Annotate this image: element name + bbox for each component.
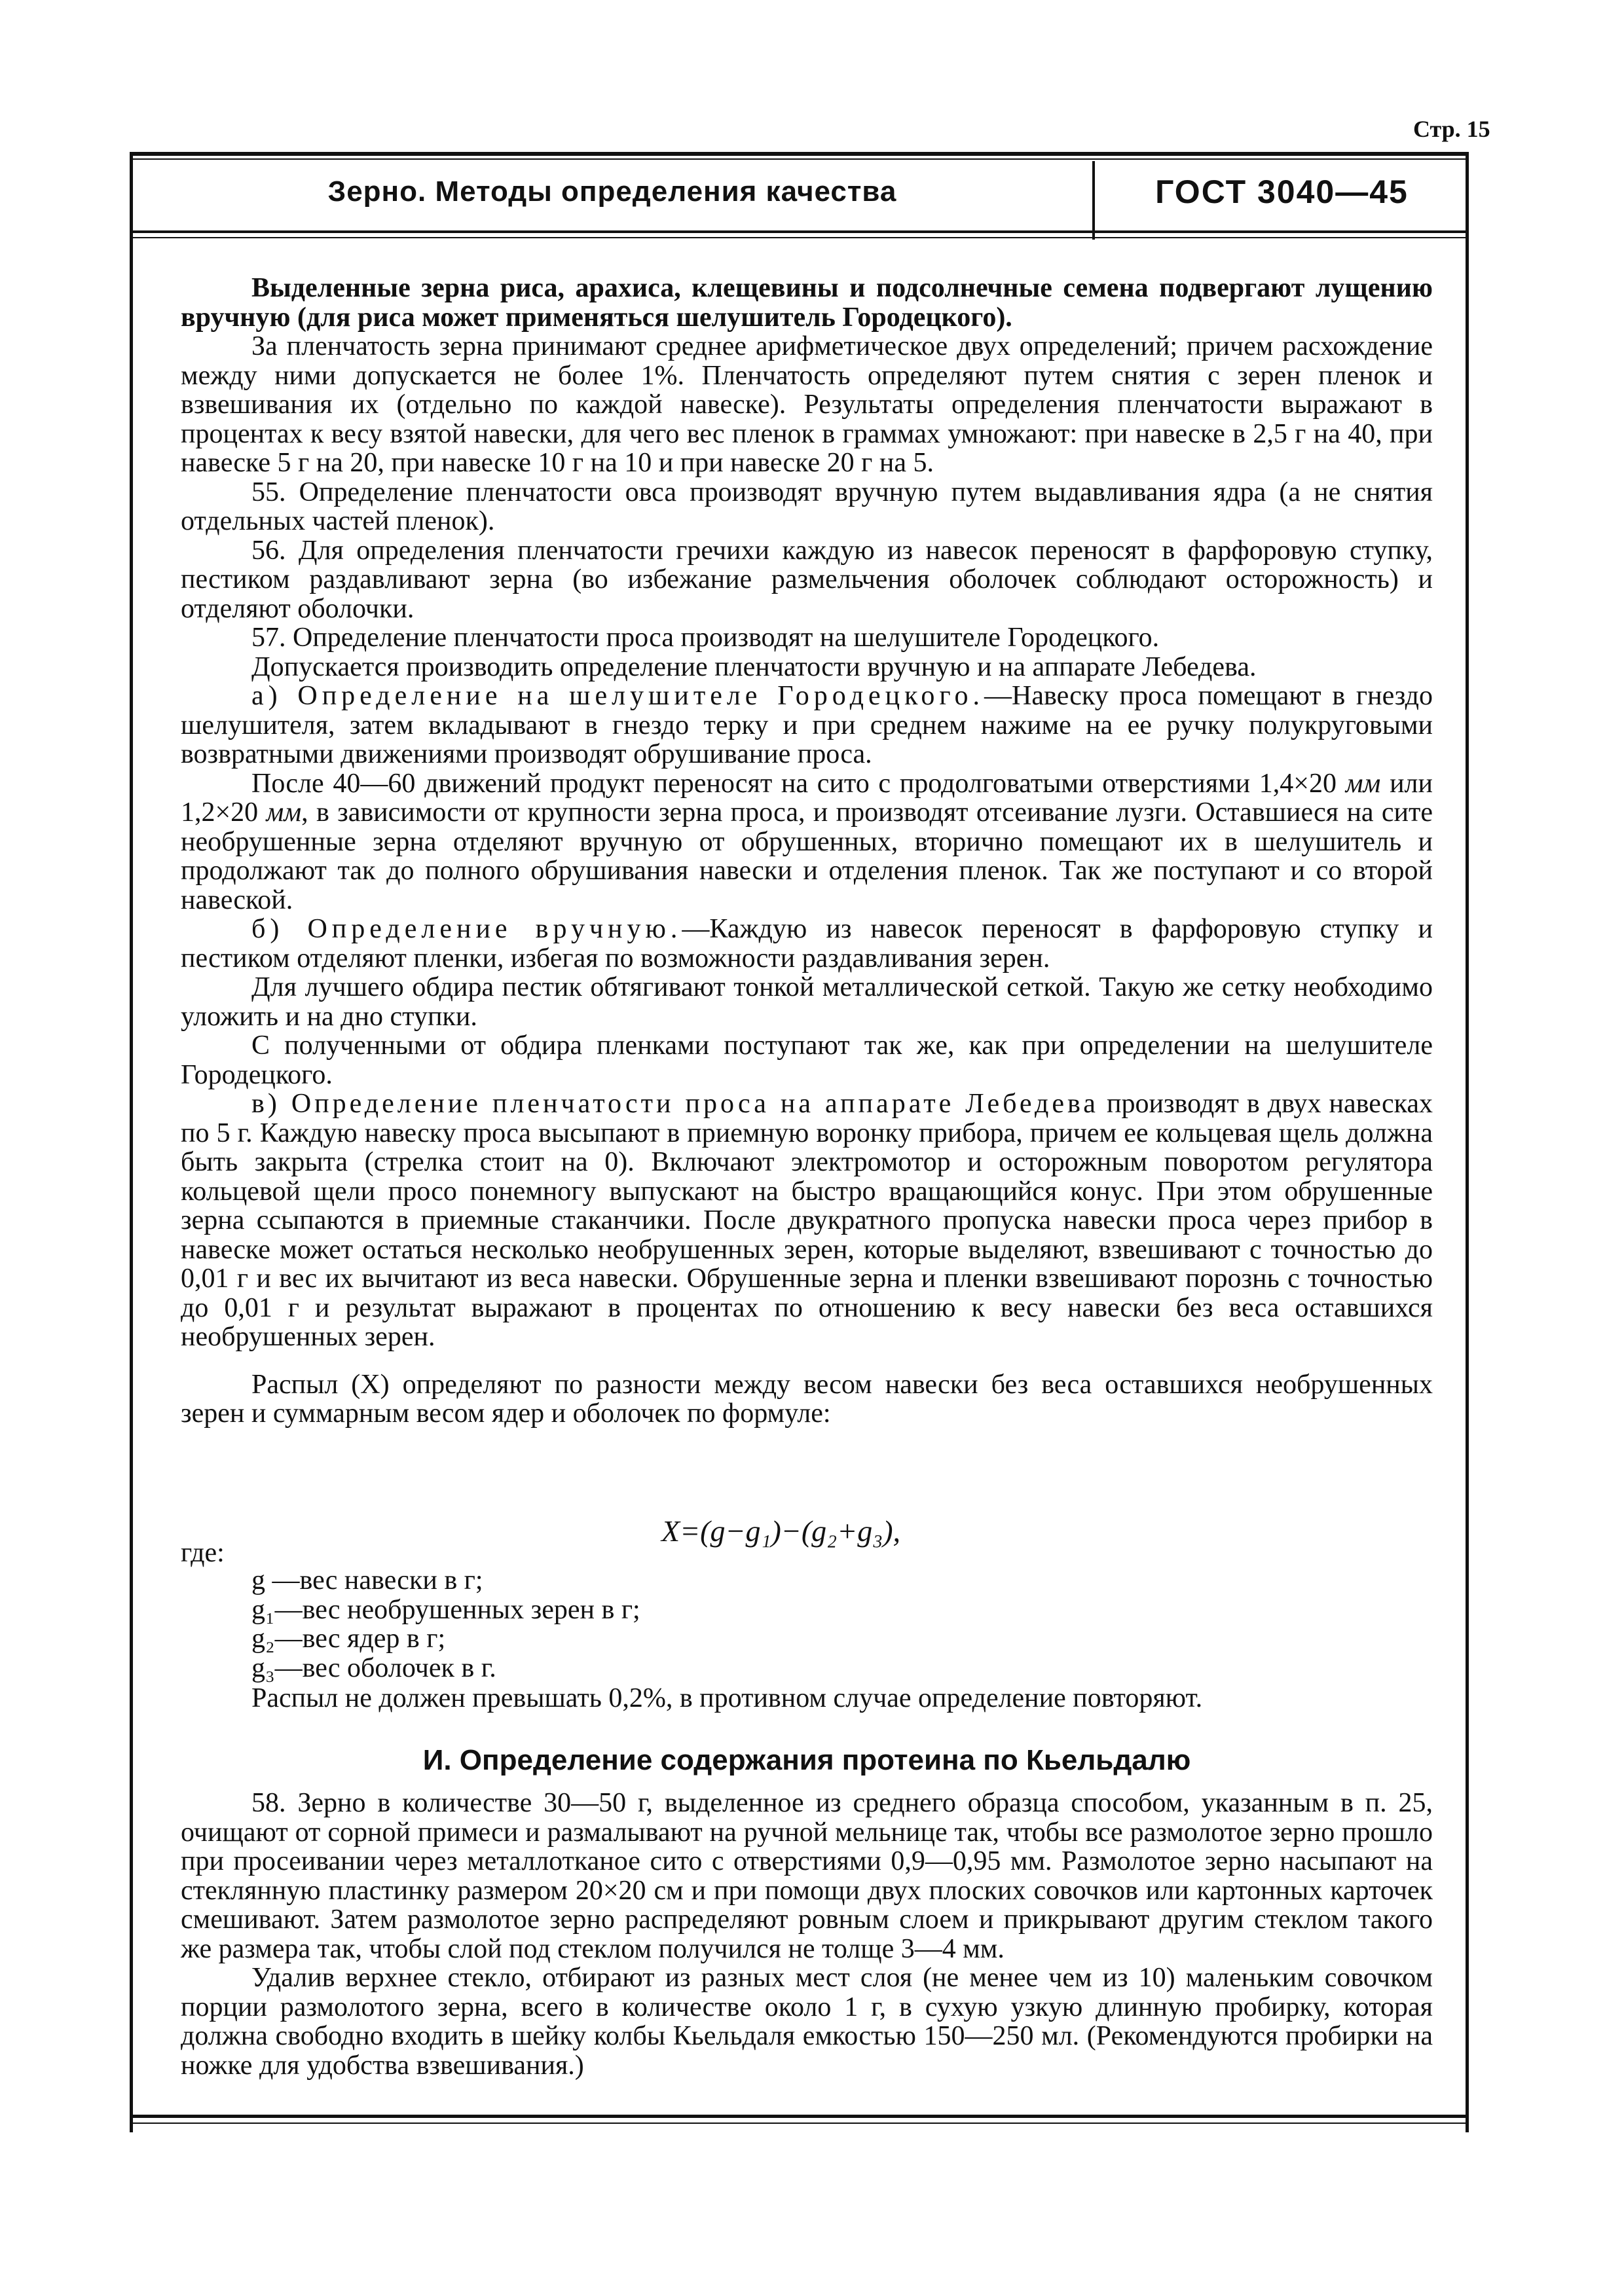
formula: X=(g−g₁)−(g₂+g₃), <box>661 1514 901 1548</box>
page-number: Стр. 15 <box>1413 116 1490 142</box>
paragraph-57: 57. Определение пленчатости проса производят на шелушителе Городецкого. <box>251 623 1160 653</box>
header-standard: ГОСТ 3040—45 <box>1155 173 1409 210</box>
item-a-lead: а) Определение на шелушителе Городецкого. <box>251 681 985 711</box>
paragraph-58-continued: Удалив верхнее стекло, отбирают из разных мест слоя (не менее чем из 10) маленьким совочком порции размолотого зерна, всего в количестве около 1 г, в сухую узкую длинную пробирку, которая должна свободно входить в шейку колбы Кьельдаля емкостью 150—250 мл. (Рекомендуются пробирки на ножке для удобства взвешивания.) <box>181 1963 1433 2081</box>
section-heading: И. Определение содержания протеина по Кьельдалю <box>422 1744 1191 1776</box>
raspyl-limit: Распыл не должен превышать 0,2%, в противном случае определение повторяют. <box>251 1683 1203 1713</box>
header-bottom-rule <box>130 230 1469 233</box>
item-b-lead: б) Определение вручную. <box>251 914 682 944</box>
item-a-text: —Навеску проса помещают в гнездо шелушителя, затем вкладывают в гнездо терку и при среднем нажиме на ее ручку полукруговыми возвратными движениями производят обрушивание проса. <box>181 681 1433 769</box>
paragraph-57-note: Допускается производить определение пленчатости вручную и на аппарате Лебедева. <box>251 651 1257 682</box>
item-c-lead: в) Определение пленчатости проса на аппарате Лебедева <box>251 1089 1099 1119</box>
item-a-p2-part2: или 1,2×20 <box>181 768 1433 828</box>
paragraph-56: 56. Для определения пленчатости гречихи каждую из навесок переносят в фарфоровую ступку, пестиком раздавливают зерна (во избежание размельчения оболочек соблюдают осторожность) и отделяют оболочки. <box>181 535 1433 624</box>
paragraph-2: За пленчатость зерна принимают среднее арифметическое двух определений; причем расхождение между ними допускается не более 1%. Пленчатость определяют путем снятия с зерен пленок и взвешивания их (отдельно по каждой навеске). Результаты определения пленчатости выражают в процентах к весу взятой навески, для чего вес пленок в граммах умножают: при навеске в 2,5 г на 40, при навеске 5 г на 20, при навеске 10 г на 10 и при навеске 20 г на 5. <box>181 331 1433 478</box>
item-b-continued: Для лучшего обдира пестик обтягивают тонкой металлической сеткой. Такую же сетку необходимо уложить и на дно ступки. <box>181 972 1433 1032</box>
paragraph-1: Выделенные зерна риса, арахиса, клещевины и подсолнечные семена подвергают лущению вручную (для риса может применяться шелушитель Городецкого). <box>181 273 1433 333</box>
item-a <box>181 682 1433 769</box>
raspyl-paragraph: Распыл (X) определяют по разности между весом навески без веса оставшихся необрушенных зерен и суммарным весом ядер и оболочек по формуле: <box>181 1369 1433 1429</box>
item-b <box>181 915 1433 973</box>
frame-bottom-rule <box>130 2115 1469 2118</box>
item-a-p2-part1: После 40—60 движений продукт переносят на сито с продолговатыми отверстиями 1,4×20 <box>251 768 1346 799</box>
unit-mm-2: мм <box>266 797 302 828</box>
legend-item: g₂—вес ядер в г; <box>251 1624 446 1654</box>
header-title: Зерно. Методы определения качества <box>327 175 897 208</box>
paragraph-55: 55. Определение пленчатости овса производят вручную путем выдавливания ядра (а не снятия отдельных частей пленок). <box>181 477 1433 536</box>
frame-bottom-thin-rule <box>130 2123 1469 2124</box>
item-c <box>181 1089 1433 1352</box>
header-bottom-thin-rule <box>130 237 1469 238</box>
header-divider <box>1092 161 1095 240</box>
section-body <box>181 1789 1433 2080</box>
item-b-text: —Каждую из навесок переносят в фарфоровую ступку и пестиком отделяют пленки, избегая по возможности раздавливания зерен. <box>181 914 1433 974</box>
where-label: где: <box>181 1538 225 1568</box>
legend-item: g —вес навески в г; <box>251 1565 483 1595</box>
item-a-continued <box>181 769 1433 915</box>
unit-mm: мм <box>1345 768 1381 799</box>
body-text <box>181 274 1433 1429</box>
item-a-p2-part3: , в зависимости от крупности зерна проса, и производят отсеивание лузги. Оставшиеся на сите необрушенные зерна отделяют вручную от обрушенных, вторично помещают их в шелушитель и продолжают так до полного обрушивания навески и отделения пленок. Так же поступают и со второй навеской. <box>181 797 1433 915</box>
legend-item: g₁—вес необрушенных зерен в г; <box>251 1594 640 1625</box>
item-c-text: производят в двух навесках по 5 г. Каждую навеску проса высыпают в приемную воронку прибора, причем ее кольцевая щель должна быть закрыта (стрелка стоит на 0). Включают электромотор и осторожным поворотом регулятора кольцевой щели просо понемногу выпускают на быстро вращающийся конус. При этом обрушенные зерна ссыпаются в приемные стаканчики. После двукратного пропуска навески проса через прибор в навеске может остаться несколько необрушенных зерен, которые выделяют, взвешивают с точностью до 0,01 г и вес их вычитают из веса навески. Обрушенные зерна и пленки взвешивают порознь с точностью до 0,01 г и результат выражают в процентах по отношению к весу навески без веса оставшихся необрушенных зерен. <box>181 1089 1433 1352</box>
paragraph-58: 58. Зерно в количестве 30—50 г, выделенное из среднего образца способом, указанным в п. 25, очищают от сорной примеси и размалывают на ручной мельнице так, чтобы все размолотое зерно прошло при просеивании через металлотканое сито с отверстиями 0,9—0,95 мм. Размолотое зерно насыпают на стеклянную пластинку размером 20×20 см и при помощи двух плоских совочков или картонных карточек смешивают. Затем размолотое зерно распределяют ровным слоем и прикрывают другим стеклом такого же размера так, чтобы слой под стеклом получился не толще 3—4 мм. <box>181 1788 1433 1964</box>
formula-legend <box>251 1566 640 1683</box>
legend-item: g₃—вес оболочек в г. <box>251 1652 496 1683</box>
item-b-note: С полученными от обдира пленками поступают так же, как при определении на шелушителе Городецкого. <box>181 1030 1433 1090</box>
